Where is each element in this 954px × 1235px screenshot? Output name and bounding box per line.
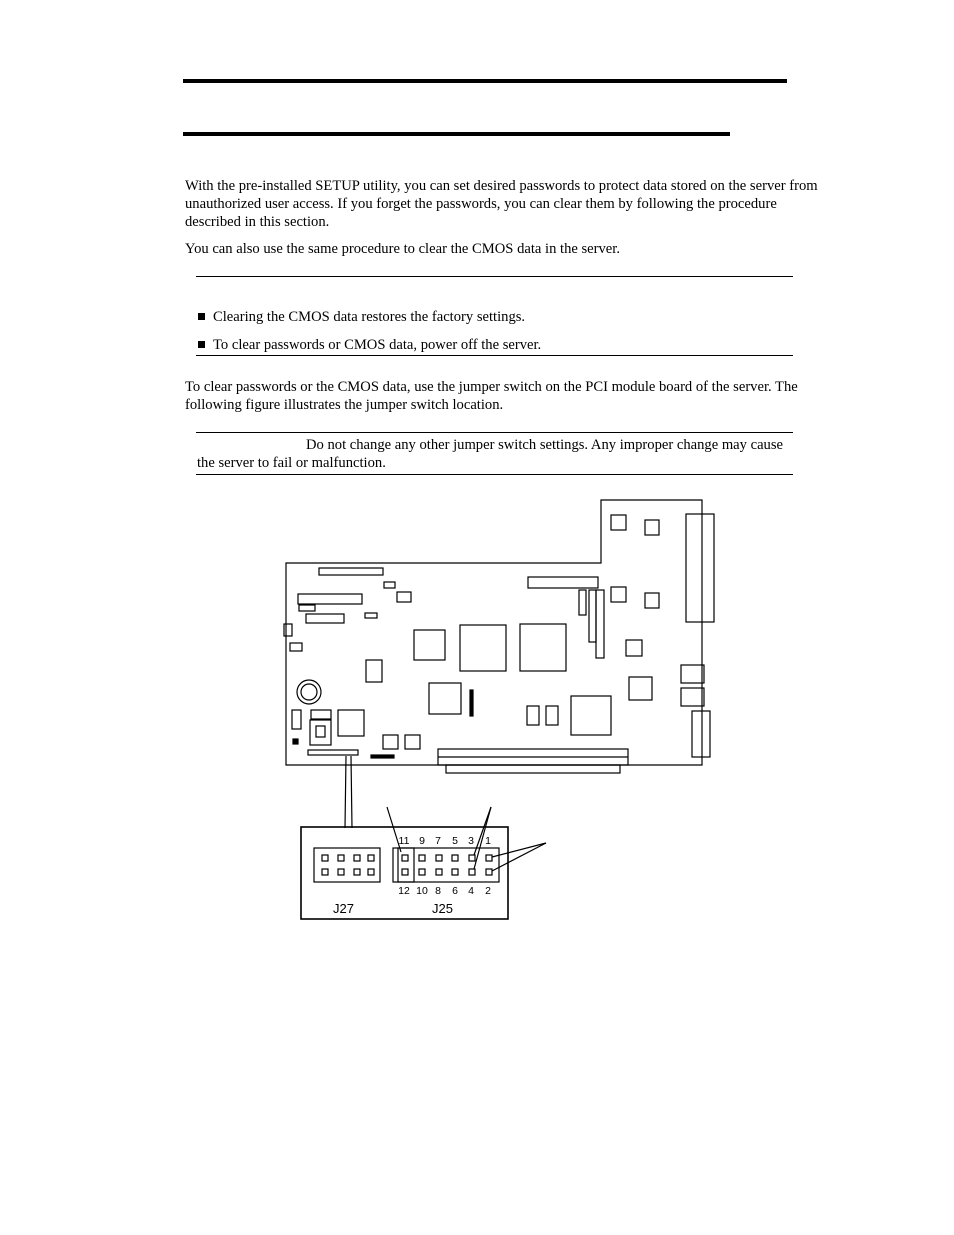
board-chip xyxy=(611,587,626,602)
pin-label: 4 xyxy=(468,885,474,897)
board-chip xyxy=(626,640,642,656)
board-chip xyxy=(527,706,539,725)
j27-pins xyxy=(322,855,374,875)
pin-label: 10 xyxy=(416,885,428,897)
board-chip xyxy=(397,592,411,602)
board-outline xyxy=(286,500,702,765)
j25-label: J25 xyxy=(432,901,453,916)
board-chip xyxy=(316,726,325,737)
board-slot xyxy=(596,590,604,658)
pin-label: 11 xyxy=(398,835,410,847)
board-chip xyxy=(405,735,420,749)
board-chip xyxy=(284,624,292,636)
board-chip xyxy=(414,630,445,660)
board-chip xyxy=(298,594,362,604)
board-chip xyxy=(629,677,652,700)
board-chip xyxy=(384,582,395,588)
jumper-cap xyxy=(398,848,414,882)
board-chip xyxy=(299,605,315,611)
board-chip xyxy=(306,614,344,623)
board-edge-connector xyxy=(446,765,620,773)
callout-line xyxy=(492,843,546,857)
intro-paragraph-2: You can also use the same procedure to clear the CMOS data in the server. xyxy=(185,241,620,257)
board-connector xyxy=(686,514,714,622)
j27-header xyxy=(314,848,380,882)
j25-header xyxy=(393,848,499,882)
board-connector xyxy=(681,688,704,706)
board-chip xyxy=(645,520,659,535)
board-connector xyxy=(528,577,598,588)
leader-line xyxy=(345,756,346,828)
procedure-paragraph: To clear passwords or the CMOS data, use the jumper switch on the PCI module board of the server. The following figure illustrates the jumper switch location. xyxy=(185,379,798,414)
pin-label: 6 xyxy=(452,885,458,897)
note-item-text: To clear passwords or CMOS data, power off the server. xyxy=(213,337,542,353)
board-chip xyxy=(383,735,398,749)
pin-label: 1 xyxy=(485,835,491,847)
battery-icon-inner xyxy=(301,684,317,700)
board-chip xyxy=(520,624,566,671)
board-slot xyxy=(589,590,596,642)
board-slot xyxy=(579,590,586,615)
board-chip xyxy=(292,710,301,729)
board-chip xyxy=(338,710,364,736)
board-chip xyxy=(310,720,331,745)
pin-label: 12 xyxy=(398,885,410,897)
pin-label: 5 xyxy=(452,835,458,847)
board-connector xyxy=(681,665,704,683)
board-chip xyxy=(293,739,298,744)
pin-label: 2 xyxy=(485,885,491,897)
board-chip xyxy=(290,643,302,651)
board-chip xyxy=(546,706,558,725)
board-chip xyxy=(611,515,626,530)
board-chip xyxy=(645,593,659,608)
j27-label: J27 xyxy=(333,901,354,916)
board-chip xyxy=(460,625,506,671)
note-item-text: Clearing the CMOS data restores the factory settings. xyxy=(213,309,526,325)
board-chip xyxy=(366,660,382,682)
j25-pins xyxy=(402,855,492,875)
pin-label: 7 xyxy=(435,835,441,847)
pin-label: 8 xyxy=(435,885,441,897)
board-chip xyxy=(311,710,331,719)
intro-paragraph-1: With the pre-installed SETUP utility, you can set desired passwords to protect data stored on the server from unauthorized user access. If you forget the passwords, you can clear them by following the procedure described in this section. xyxy=(185,178,818,231)
board-chip xyxy=(365,613,377,618)
leader-line xyxy=(351,756,352,828)
pin-label: 3 xyxy=(468,835,474,847)
board-chip xyxy=(470,690,473,716)
board-chip xyxy=(371,755,394,758)
board-chip xyxy=(429,683,461,714)
pin-label: 9 xyxy=(419,835,425,847)
board-connector xyxy=(319,568,383,575)
caution-body: Do not change any other jumper switch settings. Any improper change may cause the server to fail or malfunction. xyxy=(197,437,784,472)
board-connector xyxy=(692,711,710,757)
board-chip xyxy=(571,696,611,735)
jumper-location xyxy=(308,750,358,755)
callout-line xyxy=(492,843,546,871)
